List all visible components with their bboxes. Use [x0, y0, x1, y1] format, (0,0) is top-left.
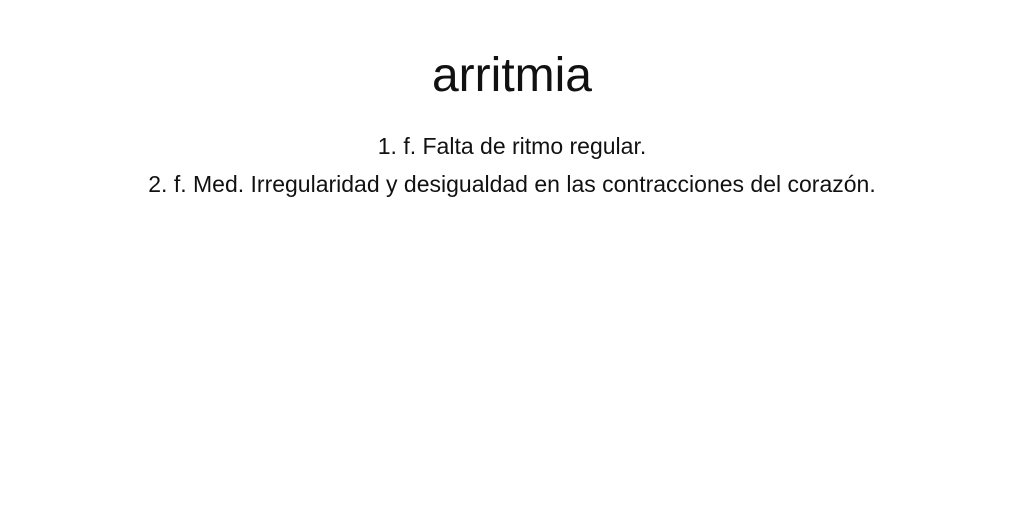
definition-2: 2. f. Med. Irregularidad y desigualdad en las contracciones del corazón.	[148, 171, 876, 197]
headword: arritmia	[431, 49, 592, 102]
definition-list	[0, 130, 1024, 206]
definition-1: 1. f. Falta de ritmo regular.	[377, 133, 647, 159]
